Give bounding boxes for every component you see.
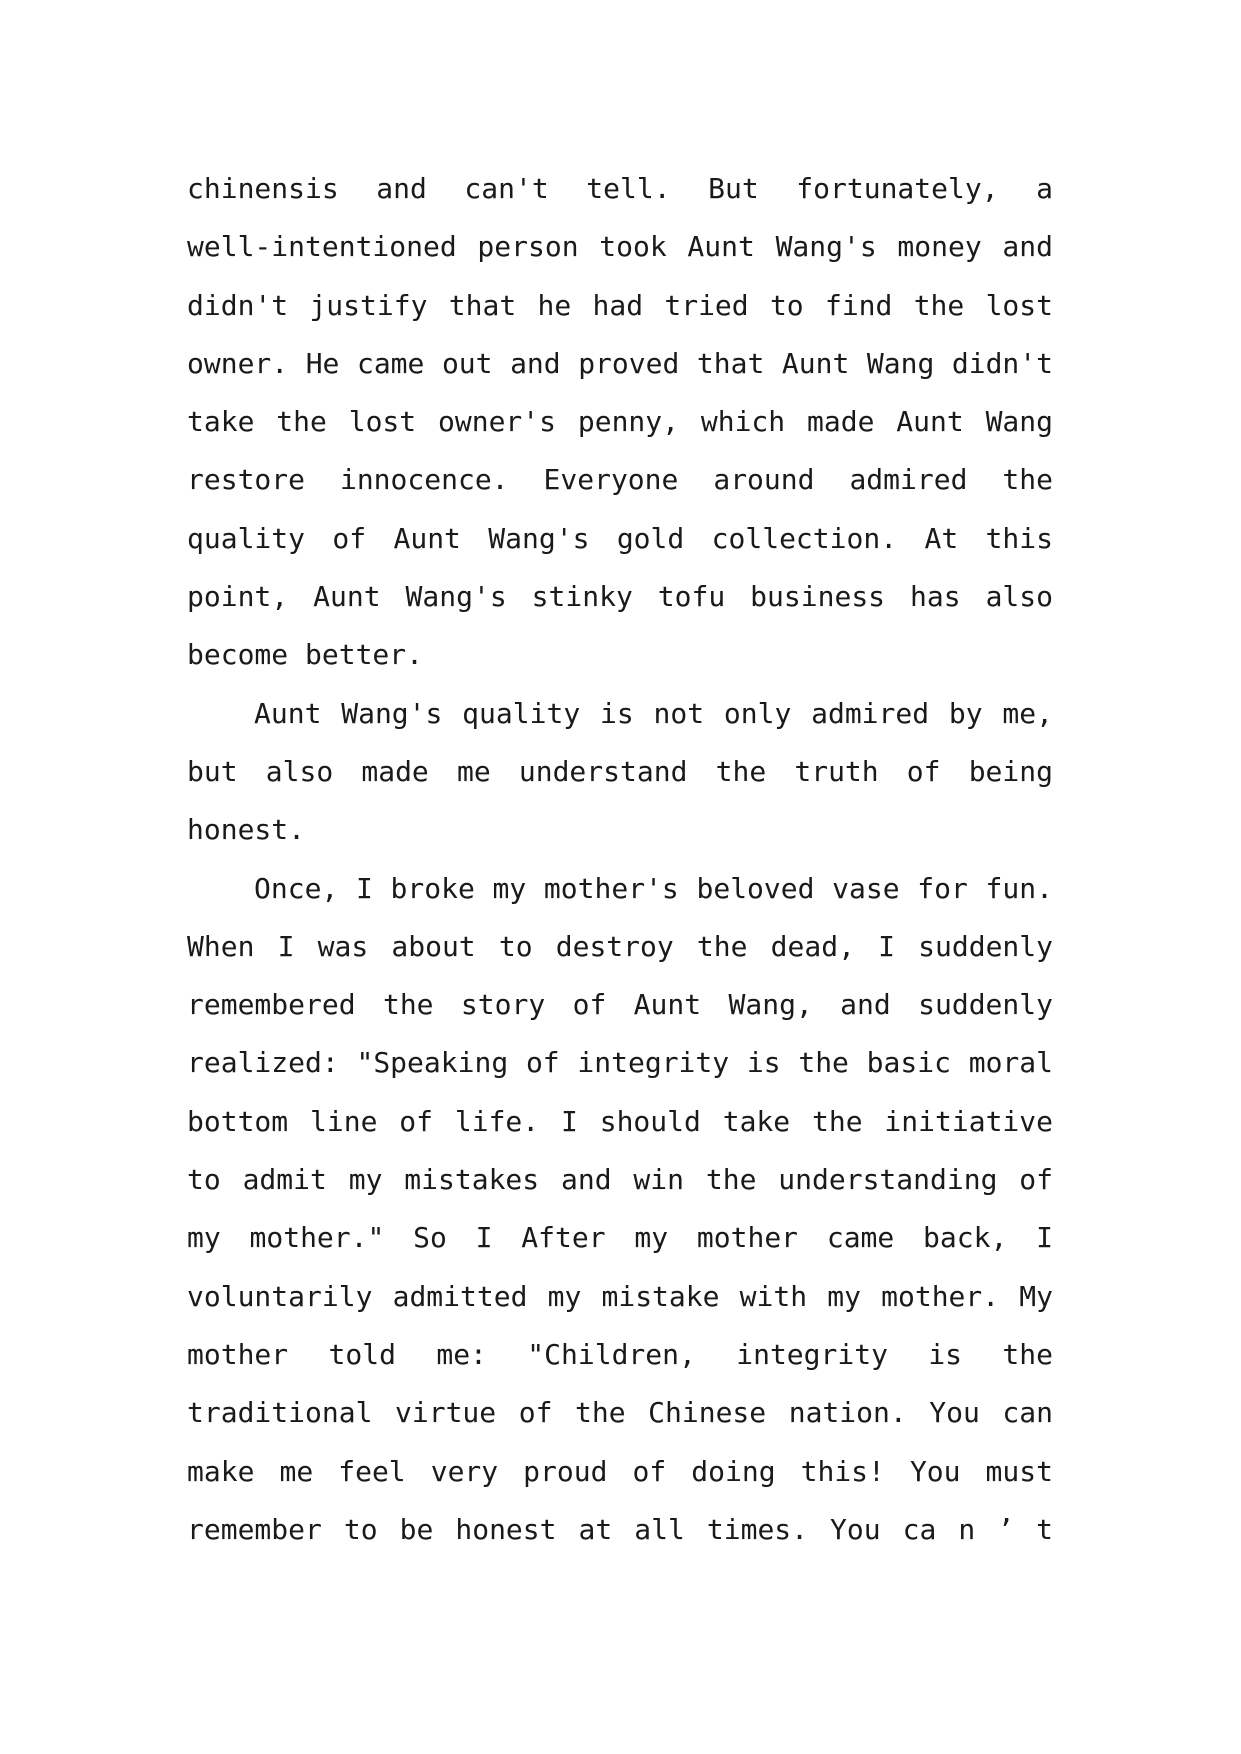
- text-line: chinensis and can't tell. But fortunately, a: [187, 172, 1053, 205]
- text-line: make me feel very proud of doing this! You must: [187, 1454, 1053, 1488]
- text-line: but also made me understand the truth of being: [187, 754, 1053, 788]
- text-line: to admit my mistakes and win the understanding of: [187, 1163, 1053, 1197]
- body-text: [187, 160, 1053, 1559]
- text-line: point, Aunt Wang's stinky tofu business has also: [187, 580, 1053, 614]
- text-line: well-intentioned person took Aunt Wang's money and: [187, 230, 1053, 264]
- text-line: realized: "Speaking of integrity is the basic moral: [187, 1046, 1053, 1080]
- text-line: honest.: [187, 813, 306, 847]
- paragraph-first-line: Once, I broke my mother's beloved vase for fun.: [254, 871, 1053, 905]
- text-line: When I was about to destroy the dead, I suddenly: [187, 929, 1053, 963]
- text-line: remembered the story of Aunt Wang, and suddenly: [187, 988, 1053, 1022]
- text-line: my mother." So I After my mother came back, I: [187, 1221, 1053, 1255]
- paragraph-first-line: Aunt Wang's quality is not only admired by me,: [254, 696, 1053, 730]
- text-line: quality of Aunt Wang's gold collection. At this: [187, 521, 1053, 555]
- text-line: bottom line of life. I should take the initiative: [187, 1104, 1053, 1138]
- text-line: restore innocence. Everyone around admired the: [187, 463, 1053, 497]
- text-line: owner. He came out and proved that Aunt Wang didn't: [187, 346, 1053, 380]
- text-line: voluntarily admitted my mistake with my mother. My: [187, 1279, 1053, 1313]
- text-line: take the lost owner's penny, which made Aunt Wang: [187, 405, 1053, 439]
- text-line: become better.: [187, 638, 424, 672]
- text-line: traditional virtue of the Chinese nation. You can: [187, 1396, 1053, 1430]
- text-line: remember to be honest at all times. You ca n ’ t: [187, 1512, 1053, 1546]
- text-line: didn't justify that he had tried to find the lost: [187, 288, 1053, 322]
- text-line: mother told me: "Children, integrity is the: [187, 1337, 1053, 1371]
